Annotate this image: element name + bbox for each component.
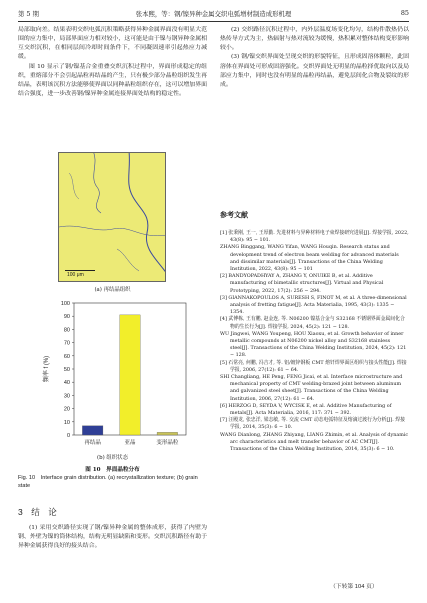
x-tick-label: 再结晶 <box>84 440 101 446</box>
y-tick-label: 100 <box>60 301 70 307</box>
reference-item: SHI Changliang, HE Peng, FENG Jicai, et al. Interface microstructure and mechanical property of CMT welding-brazed joint between aluminum and galvanized steel sheet[J]. Transactions of the China Welding Institution, 2006, 27(12): 61 − 64. <box>220 374 403 402</box>
y-tick-label: 80 <box>63 327 70 334</box>
reference-item: ZHANG Binggang, WANG Yifan, WANG Houqin. Research status and development trend of electron beam welding for advanced materials and dissimilar materials[J]. Transactions of the China Welding Institution, 2022, 43(8): 95 − 101 <box>220 244 399 273</box>
reference-item: [5] 石常亮, 何鹏, 冯吉才, 等. 铝/镀锌钢板 CMT 熔钎焊界面区组织与接头性能[J]. 焊接学报, 2006, 27(12): 61 − 64. <box>220 359 407 373</box>
conclusion-item: (2) 交织路径沉积过程中，内外层温度场变化均匀，结构件散热仍以热传导方式为主，热辐射与热对流较为缓慢，热积累对整体结构变形影响较小。 <box>220 27 409 52</box>
subfigure-caption-a: (a) 再结晶组织 <box>94 287 131 293</box>
running-title: 张本熙，等：钢/镍异种金属交织电弧增材制造成形机理 <box>135 10 292 18</box>
conclusion-block <box>18 524 207 551</box>
references-heading: 参考文献 <box>220 212 248 219</box>
reference-item: [2] BANDYOPADHYAY A, ZHANG Y, ONUIKE B, et al. Additive manufacturing of bimetallic structures[J]. Virtual and Physical Prototyping, 2022, 17(2): 256 − 294. <box>220 273 384 294</box>
scale-bar <box>65 270 95 271</box>
conclusion-item: (1) 采用交织路径实现了钢/镍异种金属的整体成形，获得了内壁为钢、外壁为镍的筒体结构，结构无明显缺陷和变形。交织沉积路径有助于异种金属获得良好的接头结合。 <box>18 525 207 550</box>
bar-3 <box>157 432 178 435</box>
y-tick-label: 30 <box>63 393 70 400</box>
reference-item: [7] 汪殿龙, 张忠洋, 梁志敏, 等. 交流 CMT 动态电弧特征及熔滴过渡行为分析[J]. 焊接学报, 2014, 35(3): 6 − 10. <box>220 417 405 431</box>
grain-map-svg <box>59 153 166 282</box>
y-tick-label: 10 <box>63 419 70 426</box>
reference-item: [6] HERZOG D, SEYDA V, WYCISK E, et al. Additive Manufacturing of metals[J]. Acta Materialia, 2016, 117: 371 − 392. <box>220 402 392 417</box>
y-axis-label: 频率 f (%) <box>44 355 50 383</box>
header-rule <box>18 21 409 22</box>
conclusion-item: (3) 钢/镍交织界面处呈现交织的形貌特征，且形成固溶体颗粒，此固溶体在界面处可形成固溶强化。交织界面处无明显的晶粒择优取向以及局部应力集中，同时也没有明显的晶粒再结晶，避免层间化合物及裂纹的形成。 <box>220 54 409 88</box>
reference-item: [3] GIANNAKOPOULOS A, SURESH S, FINOT M, et al. A three-dimensional analysis of fretting fatigue[J]. Acta Materialia, 1995, 43(3): 1335 − 1354. <box>220 294 407 316</box>
reference-item: WU Jingwei, WANG Youpeng, HOU Xiaoxu, et al. Growth behavior of inner metallic compounds at N06200 nickel alloy and S32168 stainless steel[J]. Transactions of the China Welding Institution, 2024, 45(2): 121 − 128. <box>220 330 407 359</box>
y-tick-label: 40 <box>63 380 70 387</box>
y-tick-label: 20 <box>63 406 70 413</box>
recrystallization-map <box>58 152 166 282</box>
page-number: 85 <box>400 9 409 17</box>
map-background <box>59 153 166 282</box>
page-header <box>18 9 409 21</box>
section-title: 3 结 论 <box>18 507 57 517</box>
y-tick-label: 90 <box>63 314 70 321</box>
reference-item: WANG Dianlong, ZHANG Zhiyang, LIANG Zhimin, et al. Analysis of dynamic arc characteristics and melt transfer behavior of AC CMT[J]. Transactions of the China Welding Institution, 2014, 35(3): 6 − 10. <box>220 431 409 453</box>
y-tick-label: 0 <box>66 433 70 439</box>
x-tick-label: 变形晶粒 <box>156 440 179 446</box>
y-tick-label: 50 <box>63 367 70 373</box>
reference-list <box>220 230 409 453</box>
y-tick-label: 70 <box>63 340 70 347</box>
reference-item: [4] 武傅栋, 王有鹏, 赵金连, 等. N06200 镍基合金与 S32168 不锈钢界面金属间化合物的生长行为[J]. 焊接学报, 2024, 45(2): 121 − 128. <box>220 316 405 330</box>
grain-state-chart <box>38 295 198 455</box>
y-tick-label: 60 <box>63 353 70 360</box>
issue-number: 第 5 期 <box>18 10 39 18</box>
figure-caption-en: Fig. 10 Interface grain distribution. (a) recrystallization texture; (b) grain state <box>18 475 198 489</box>
right-column <box>220 26 409 90</box>
x-tick-label: 亚晶 <box>124 440 136 446</box>
subfigure-caption-b: (b) 组织状态 <box>97 455 128 461</box>
paragraph: 图 10 显示了钢/镍基合金重叠交织沉积过程中，界面形成稳定的组织，重熔部分不会引起晶粒再结晶的产生，只有极少部分晶粒组织发生再结晶，表明该沉积方法能够使界面以同种晶粒组织存在，这可以增加界面结合强度，进一步改善钢/镍异种金属连接界面处结构的稳定性。 <box>18 63 207 98</box>
bar-2 <box>120 315 141 435</box>
continued-note: （下转第 104 页） <box>330 584 378 590</box>
reference-item: [1] 张秉刚, 王一, 王厚勤. 先进材料与异种材料电子束焊接研究进展[J]. 焊接学报, 2022, 43(8): 95 − 101. <box>220 230 409 244</box>
figure-caption <box>18 466 207 490</box>
scale-label: 100 μm <box>67 272 84 278</box>
figure-caption-cn: 图 10 界面晶粒分布 <box>85 467 140 473</box>
bar-1 <box>82 426 103 435</box>
left-column <box>18 26 207 99</box>
paragraph: 局部取向差。结果表明交织电弧沉积策略获得异种金属界面没有明显大范围的应力集中，局部界面应力相对较小，这可能是由于镍与钢异种金属相互交织沉积，在相同层间冷却时间条件下，不同凝固速率引起热应力减缓。 <box>18 27 207 61</box>
